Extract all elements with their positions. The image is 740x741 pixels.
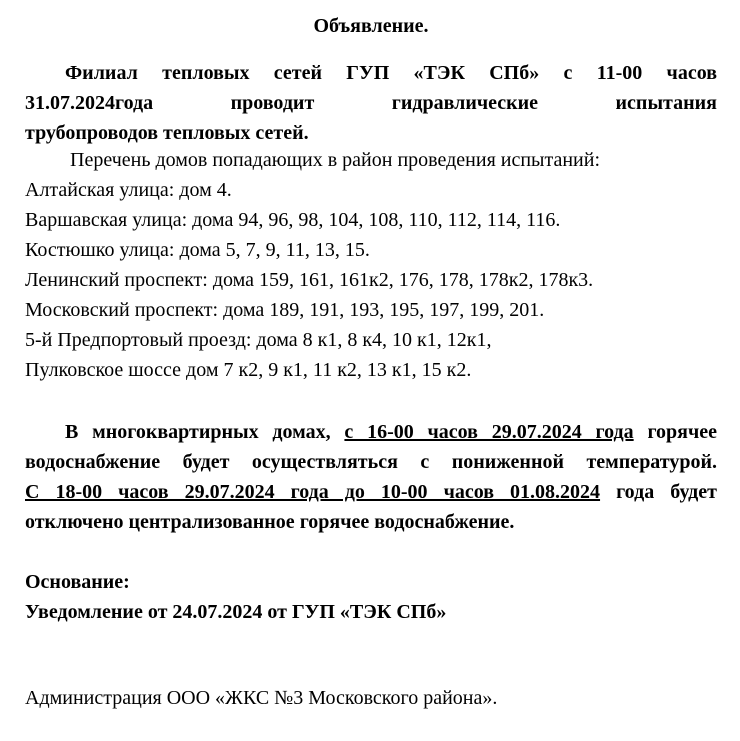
notice-period-1: с 16-00 часов 29.07.2024 года bbox=[344, 421, 634, 443]
basis-section bbox=[25, 567, 446, 627]
list-item: Алтайская улица: дом 4. bbox=[25, 179, 232, 201]
notice-line-2: водоснабжение будет осуществляться с пониженной температурой. bbox=[25, 451, 717, 473]
notice-tail-2: года будет bbox=[616, 481, 717, 503]
notice-line-4: отключено централизованное горячее водоснабжение. bbox=[25, 511, 515, 533]
address-list bbox=[25, 178, 593, 388]
intro-line-1-text: Филиал тепловых сетей ГУП «ТЭК СПб» с 11-00 часов bbox=[65, 62, 717, 84]
notice-period-2: С 18-00 часов 29.07.2024 года до 10-00 часов 01.08.2024 bbox=[25, 481, 601, 503]
list-item: Ленинский проспект: дома 159, 161, 161к2, 176, 178, 178к2, 178к3. bbox=[25, 269, 594, 291]
intro-line-2: 31.07.2024года проводит гидравлические испытания bbox=[25, 92, 717, 114]
hot-water-notice bbox=[25, 417, 717, 537]
list-item: Костюшко улица: дома 5, 7, 9, 11, 13, 15. bbox=[25, 239, 370, 261]
basis-text: Уведомление от 24.07.2024 от ГУП «ТЭК СПб» bbox=[25, 601, 447, 623]
list-item: 5-й Предпортовый проезд: дома 8 к1, 8 к4, 10 к1, 12к1, bbox=[25, 329, 492, 351]
basis-label: Основание: bbox=[25, 571, 130, 593]
signature: Администрация ООО «ЖКС №3 Московского района». bbox=[25, 687, 498, 709]
list-item: Варшавская улица: дома 94, 96, 98, 104, 108, 110, 112, 114, 116. bbox=[25, 209, 561, 231]
notice-lead: В многоквартирных домах, bbox=[65, 421, 331, 443]
list-item: Пулковское шоссе дом 7 к2, 9 к1, 11 к2, 13 к1, 15 к2. bbox=[25, 359, 472, 381]
address-list-heading: Перечень домов попадающих в район проведения испытаний: bbox=[70, 149, 601, 171]
notice-line-3 bbox=[25, 477, 717, 507]
notice-tail-1: горячее bbox=[647, 421, 717, 443]
intro-paragraph bbox=[25, 58, 717, 148]
notice-line-1 bbox=[25, 417, 717, 447]
page-title: Объявление. bbox=[313, 15, 429, 37]
intro-line-3: трубопроводов тепловых сетей. bbox=[25, 122, 309, 144]
intro-line-1 bbox=[25, 58, 717, 88]
list-item: Московский проспект: дома 189, 191, 193, 195, 197, 199, 201. bbox=[25, 299, 545, 321]
